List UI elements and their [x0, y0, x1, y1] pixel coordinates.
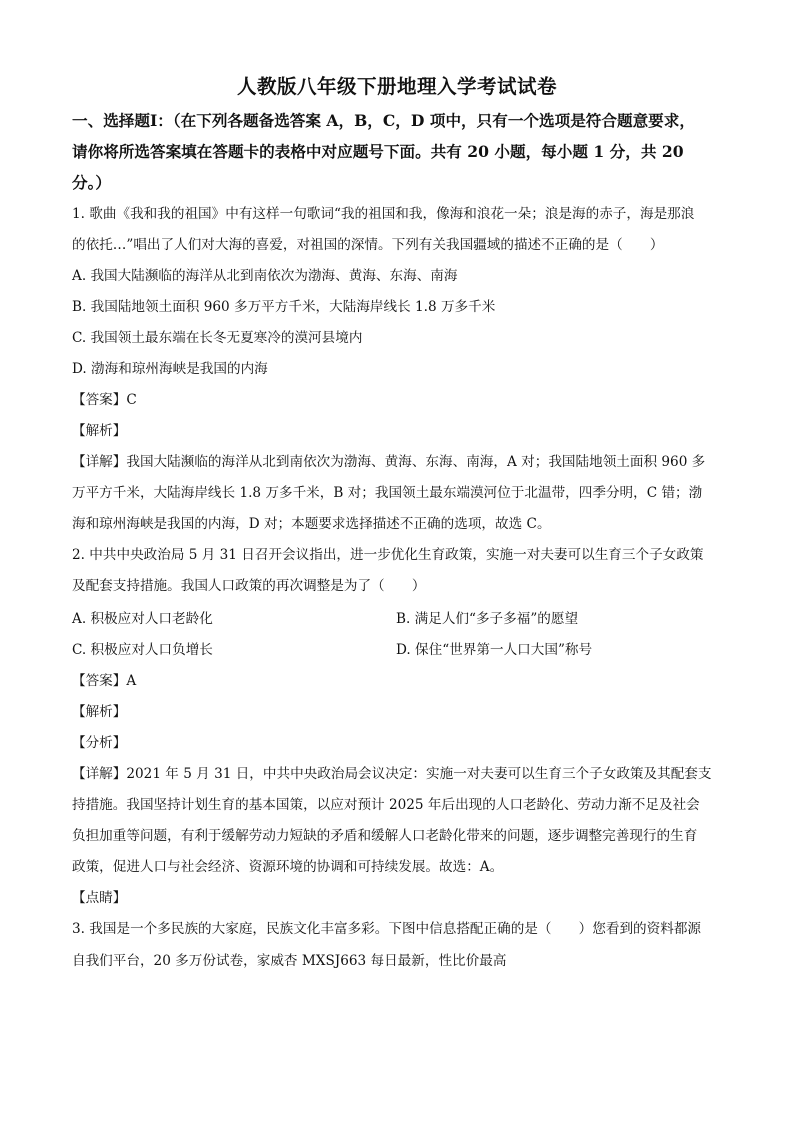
q2-stem-line-2: 及配套支持措施。我国人口政策的再次调整是为了（ ）: [72, 578, 426, 594]
q2-answer: 【答案】A: [72, 673, 137, 689]
q2-analysis-label: 【解析】: [72, 704, 127, 720]
q1-option-b: B. 我国陆地领土面积 960 多万平方千米，大陆海岸线长 1.8 万多千米: [72, 299, 496, 315]
section-instruction-line-3: 分。）: [72, 173, 111, 192]
q2-fenxi-label: 【分析】: [72, 735, 127, 751]
q1-detail-line-1: 【详解】我国大陆濒临的海洋从北到南依次为渤海、黄海、东海、南海，A 对；我国陆地领土面积 960 多: [72, 454, 706, 470]
q2-option-a: A. 积极应对人口老龄化: [72, 611, 213, 627]
q2-detail-line-2: 持措施。我国坚持计划生育的基本国策，以应对预计 2025 年后出现的人口老龄化、劳动力渐不足及社会: [72, 797, 700, 813]
page-title: 人教版八年级下册地理入学考试试卷: [236, 75, 557, 98]
q1-detail-line-2: 万平方千米，大陆海岸线长 1.8 万多千米，B 对；我国领土最东端漠河位于北温带，四季分明，C 错；渤: [72, 485, 703, 501]
q2-option-c: C. 积极应对人口负增长: [72, 642, 213, 658]
q2-stem-line-1: 2. 中共中央政治局 5 月 31 日召开会议指出，进一步优化生育政策，实施一对夫妻可以生育三个子女政策: [72, 547, 704, 563]
q1-answer: 【答案】C: [72, 392, 137, 408]
q2-detail-line-3: 负担加重等问题，有利于缓解劳动力短缺的矛盾和缓解人口老龄化带来的问题，逐步调整完善现行的生育: [72, 828, 698, 844]
q3-stem-line-2: 自我们平台，20 多万份试卷，家威杏 MXSJ663 每日最新，性比价最高: [72, 953, 507, 969]
section-instruction-line-2: 请你将所选答案填在答题卡的表格中对应题号下面。共有 20 小题，每小题 1 分，共 20: [72, 142, 684, 161]
q1-option-c: C. 我国领土最东端在长冬无夏寒冷的漠河县境内: [72, 330, 363, 346]
q2-option-d: D. 保住“世界第一人口大国”称号: [396, 642, 593, 658]
section-instruction-line-1: 一、选择题Ⅰ：（在下列各题备选答案 A，B，C，D 项中，只有一个选项是符合题意要求，: [72, 111, 695, 130]
q3-stem-line-1: 3. 我国是一个多民族的大家庭，民族文化丰富多彩。下图中信息搭配正确的是（ ）您看到的资料都源: [72, 921, 702, 937]
q1-detail-line-3: 海和琼州海峡是我国的内海，D 对；本题要求选择描述不正确的选项，故选 C。: [72, 516, 551, 532]
q1-option-d: D. 渤海和琼州海峡是我国的内海: [72, 361, 268, 377]
q2-detail-line-1: 【详解】2021 年 5 月 31 日，中共中央政治局会议决定：实施一对夫妻可以生育三个子女政策及其配套支: [72, 766, 712, 782]
q1-stem-line-2: 的依托…”唱出了人们对大海的喜爱，对祖国的深情。下列有关我国疆域的描述不正确的是（ ）: [72, 237, 664, 253]
q2-detail-line-4: 政策，促进人口与社会经济、资源环境的协调和可持续发展。故选：A。: [72, 859, 504, 875]
q1-option-a: A. 我国大陆濒临的海洋从北到南依次为渤海、黄海、东海、南海: [72, 268, 458, 284]
q2-option-b: B. 满足人们“多子多福”的愿望: [396, 611, 579, 627]
q1-analysis-label: 【解析】: [72, 423, 127, 439]
q2-dianjing-label: 【点睛】: [72, 890, 127, 906]
q1-stem-line-1: 1. 歌曲《我和我的祖国》中有这样一句歌词“我的祖国和我，像海和浪花一朵；浪是海的赤子，海是那浪: [72, 206, 695, 222]
